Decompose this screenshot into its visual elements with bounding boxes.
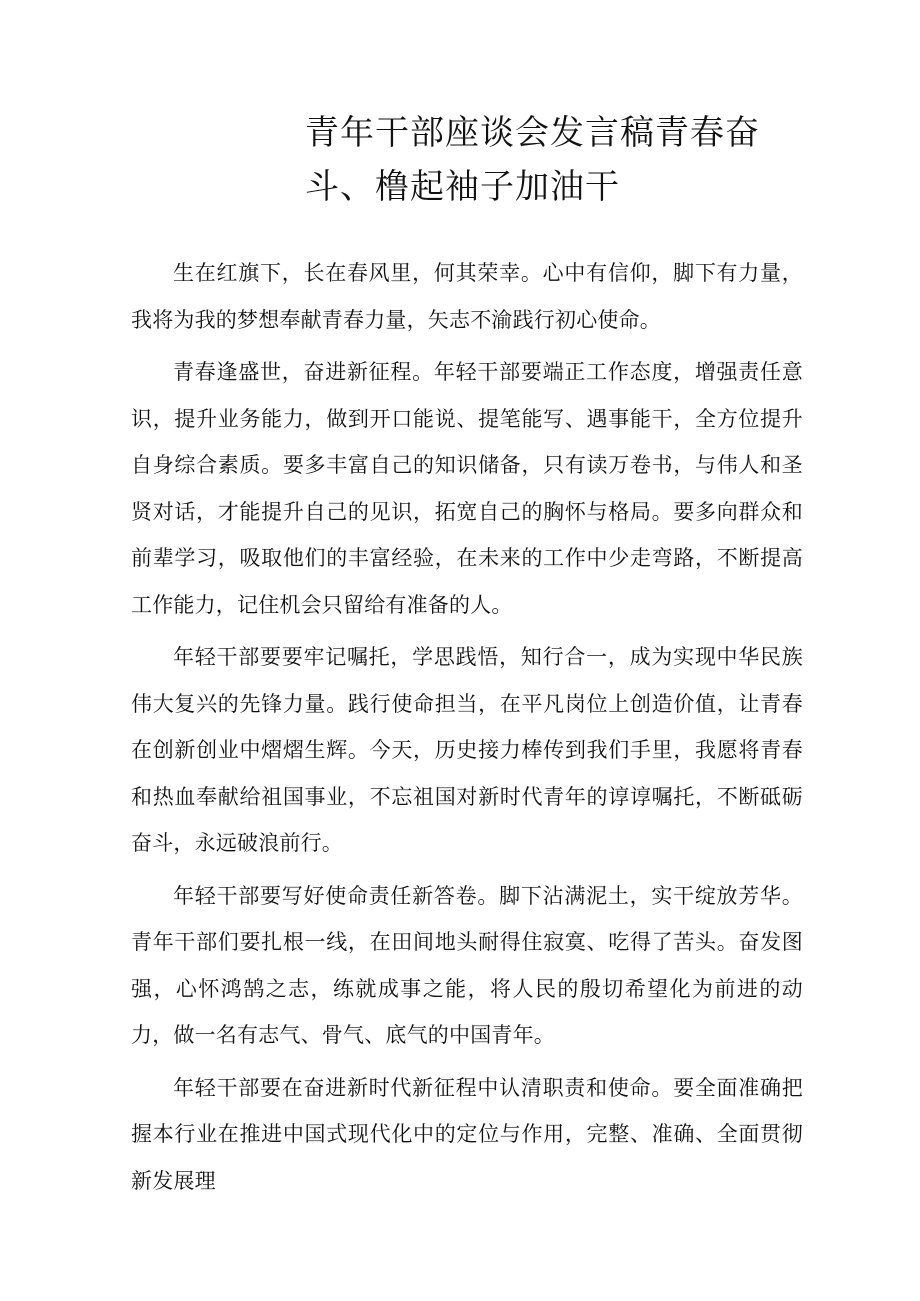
title-line-2: 斗、橹起袖子加油干: [305, 167, 620, 207]
paragraph-5: 年轻干部要在奋进新时代新征程中认清职责和使命。要全面准确把握本行业在推进中国式现代化中的定位与作用，完整、准确、全面贯彻新发展理: [131, 1075, 803, 1193]
title-line-1: 青年干部座谈会发言稿青春奋: [305, 113, 760, 153]
document-title: [305, 106, 775, 214]
paragraph-2: 青春逢盛世，奋进新征程。年轻干部要端正工作态度，增强责任意识，提升业务能力，做到开口能说、提笔能写、遇事能干，全方位提升自身综合素质。要多丰富自己的知识储备，只有读万卷书，与伟人和圣贤对话，才能提升自己的见识，拓宽自己的胸怀与格局。要多向群众和前辈学习，吸取他们的丰富经验，在未来的工作中少走弯路，不断提高工作能力，记住机会只留给有准备的人。: [131, 360, 803, 617]
document-body: [131, 250, 803, 1204]
paragraph-1: 生在红旗下，长在春风里，何其荣幸。心中有信仰，脚下有力量，我将为我的梦想奉献青春力量，矢志不渝践行初心使命。: [131, 261, 803, 332]
paragraph-4: 年轻干部要写好使命责任新答卷。脚下沾满泥土，实干绽放芳华。青年干部们要扎根一线，在田间地头耐得住寂寞、吃得了苦头。奋发图强，心怀鸿鹄之志，练就成事之能，将人民的殷切希望化为前进的动力，做一名有志气、骨气、底气的中国青年。: [131, 883, 803, 1047]
paragraph-3: 年轻干部要要牢记嘱托，学思践悟，知行合一，成为实现中华民族伟大复兴的先锋力量。践行使命担当，在平凡岗位上创造价值，让青春在创新创业中熠熠生辉。今天，历史接力棒传到我们手里，我愿将青春和热血奉献给祖国事业，不忘祖国对新时代青年的谆谆嘱托，不断砥砺奋斗，永远破浪前行。: [131, 645, 803, 855]
